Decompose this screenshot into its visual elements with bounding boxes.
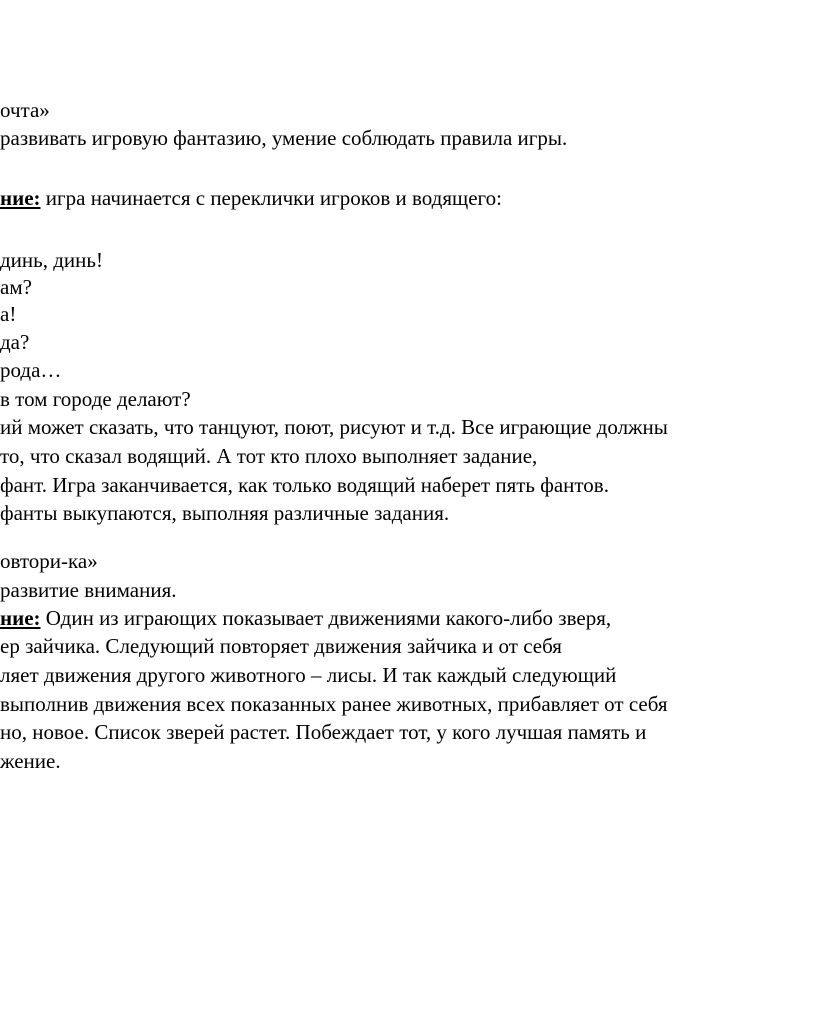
text-line: жение.	[0, 749, 61, 773]
text-line: в том городе делают?	[0, 387, 191, 411]
text-line: фанты выкупаются, выполняя различные задания.	[0, 501, 450, 525]
text-line: рода…	[0, 358, 62, 382]
description-text: Один из играющих показывает движениями какого-либо зверя,	[40, 606, 612, 630]
text-line: фант. Игра заканчивается, как только водящий наберет пять фантов.	[0, 473, 609, 497]
text-line: динь, динь!	[0, 248, 103, 272]
game-goal-povtori-ka: развитие внимания.	[0, 578, 177, 602]
description-text: игра начинается с переклички игроков и водящего:	[40, 186, 502, 210]
text-line: но, новое. Список зверей растет. Побеждает тот, у кого лучшая память и	[0, 720, 647, 744]
text-line: ляет движения другого животного – лисы. И так каждый следующий	[0, 663, 617, 687]
game-goal-pochta: развивать игровую фантазию, умение соблюдать правила игры.	[0, 126, 568, 150]
text-line: ам?	[0, 275, 32, 299]
text-line: а!	[0, 302, 17, 326]
text-line: выполнив движения всех показанных ранее животных, прибавляет от себя	[0, 692, 668, 716]
game-description-pochta	[0, 184, 502, 212]
text-line: то, что сказал водящий. А тот кто плохо выполняет задание,	[0, 444, 538, 468]
text-line: да?	[0, 330, 30, 354]
game-title-povtori-ka: овтори-ка»	[0, 549, 98, 573]
game-description-povtori-ka	[0, 604, 611, 632]
description-label: ние:	[0, 186, 41, 210]
game-title-pochta: очта»	[0, 98, 50, 122]
text-line: ер зайчика. Следующий повторяет движения зайчика и от себя	[0, 634, 562, 658]
description-label: ние:	[0, 606, 41, 630]
text-line: ий может сказать, что танцуют, поют, рисуют и т.д. Все играющие должны	[0, 415, 668, 439]
